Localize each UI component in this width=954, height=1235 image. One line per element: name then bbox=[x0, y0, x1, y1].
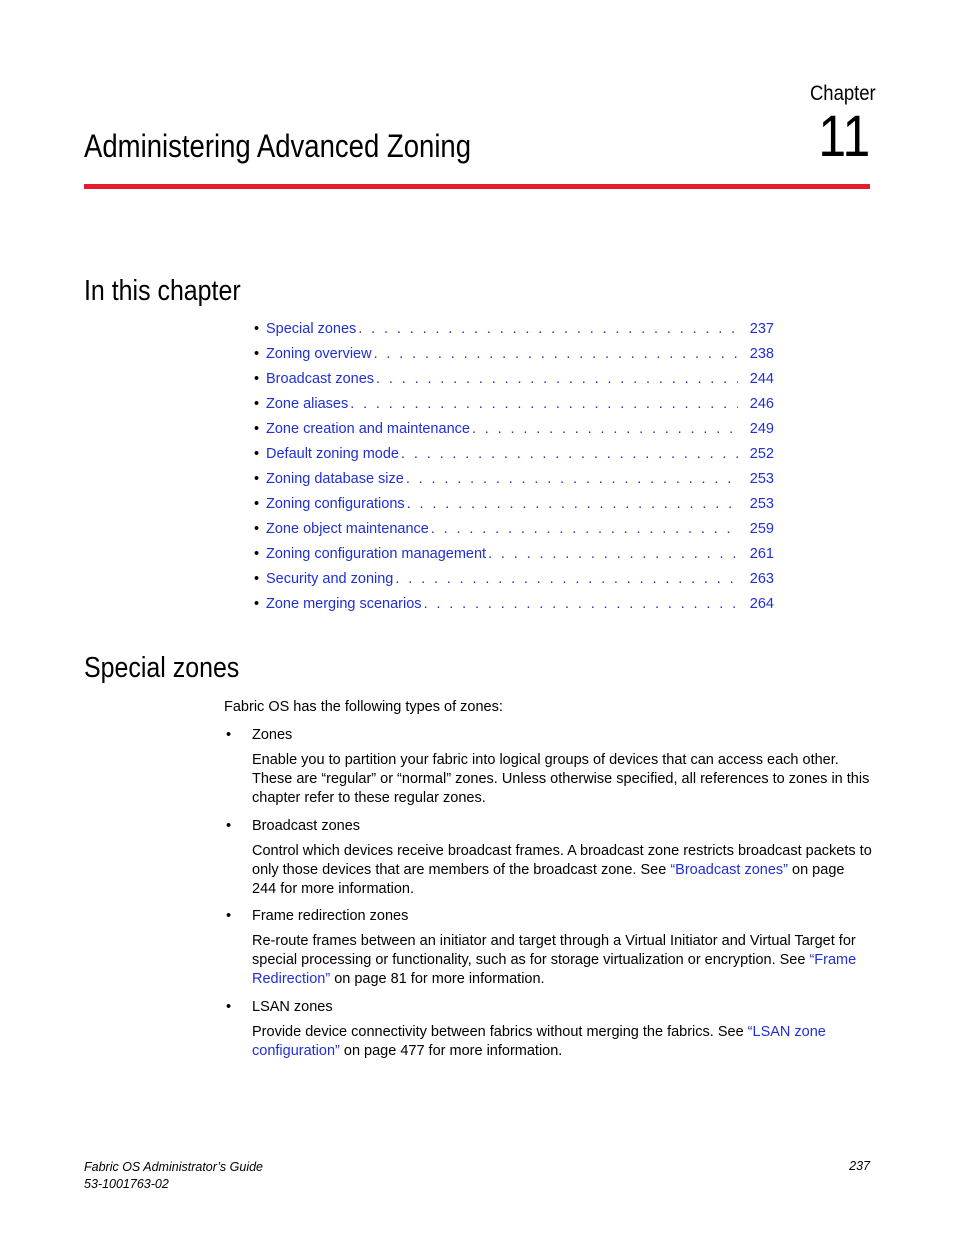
description-text: on page 244 for more information. bbox=[252, 862, 845, 897]
toc-entry-label[interactable]: Zone aliases bbox=[266, 396, 349, 412]
zone-type-description bbox=[252, 1023, 872, 1061]
lsan-zone-configuration-link[interactable]: “LSAN zone configuration” bbox=[252, 1024, 826, 1059]
toc-entry[interactable] bbox=[254, 571, 774, 596]
toc-leader-dots bbox=[407, 496, 738, 512]
toc-entry[interactable] bbox=[254, 496, 774, 521]
toc-leader-dots bbox=[374, 346, 738, 362]
bullet: • bbox=[254, 396, 260, 412]
toc-entry-page[interactable]: 253 bbox=[749, 471, 774, 487]
toc-heading: In this chapter bbox=[84, 275, 241, 307]
toc-entry[interactable] bbox=[254, 596, 774, 621]
chapter-number: 11 bbox=[818, 104, 870, 169]
toc-leader-dots bbox=[401, 446, 738, 462]
toc-entry-page[interactable]: 238 bbox=[749, 346, 774, 362]
chapter-toc bbox=[254, 321, 774, 621]
bullet: • bbox=[254, 471, 260, 487]
bullet: • bbox=[254, 346, 260, 362]
special-zones-intro: Fabric OS has the following types of zones: bbox=[224, 699, 503, 715]
chapter-title-rule bbox=[84, 184, 870, 189]
toc-entry-page[interactable]: 259 bbox=[749, 521, 774, 537]
toc-entry-page[interactable]: 261 bbox=[749, 546, 774, 562]
toc-entry-label[interactable]: Zone object maintenance bbox=[266, 521, 429, 537]
toc-leader-dots bbox=[431, 521, 738, 537]
toc-entry[interactable] bbox=[254, 371, 774, 396]
toc-entry-label[interactable]: Zoning configurations bbox=[266, 496, 405, 512]
footer-guide-info bbox=[84, 1159, 263, 1193]
zone-type-description bbox=[252, 751, 872, 808]
toc-leader-dots bbox=[395, 571, 738, 587]
chapter-label: Chapter bbox=[810, 82, 876, 105]
bullet: • bbox=[226, 908, 232, 924]
toc-entry-page[interactable]: 263 bbox=[749, 571, 774, 587]
frame-redirection-link[interactable]: “Frame Redirection” bbox=[252, 952, 857, 987]
toc-leader-dots bbox=[350, 396, 738, 412]
chapter-title: Administering Advanced Zoning bbox=[84, 128, 472, 164]
description-text: Provide device connectivity between fabrics without merging the fabrics. See bbox=[252, 1024, 748, 1040]
footer-guide-title: Fabric OS Administrator’s Guide bbox=[84, 1160, 263, 1174]
toc-entry[interactable] bbox=[254, 471, 774, 496]
toc-leader-dots bbox=[488, 546, 738, 562]
toc-leader-dots bbox=[376, 371, 738, 387]
toc-entry-label[interactable]: Broadcast zones bbox=[266, 371, 375, 387]
footer-page-number: 237 bbox=[849, 1159, 870, 1173]
toc-entry[interactable] bbox=[254, 321, 774, 346]
bullet: • bbox=[226, 818, 232, 834]
zone-type-name: LSAN zones bbox=[252, 999, 333, 1015]
description-text: on page 477 for more information. bbox=[339, 1043, 563, 1059]
bullet: • bbox=[254, 521, 260, 537]
bullet: • bbox=[226, 999, 232, 1015]
toc-entry-label[interactable]: Zoning database size bbox=[266, 471, 404, 487]
special-zones-heading: Special zones bbox=[84, 652, 240, 684]
toc-entry[interactable] bbox=[254, 396, 774, 421]
toc-entry[interactable] bbox=[254, 421, 774, 446]
toc-entry-label[interactable]: Zoning configuration management bbox=[266, 546, 487, 562]
toc-leader-dots bbox=[424, 596, 738, 612]
toc-entry-label[interactable]: Zone creation and maintenance bbox=[266, 421, 470, 437]
bullet: • bbox=[254, 446, 260, 462]
toc-entry-label[interactable]: Zone merging scenarios bbox=[266, 596, 422, 612]
toc-entry-page[interactable]: 237 bbox=[749, 321, 774, 337]
bullet: • bbox=[254, 496, 260, 512]
zone-type-name: Zones bbox=[252, 727, 293, 743]
zone-type-name: Frame redirection zones bbox=[252, 908, 409, 924]
toc-entry-page[interactable]: 252 bbox=[749, 446, 774, 462]
footer-doc-number: 53-1001763-02 bbox=[84, 1177, 169, 1191]
description-text: Enable you to partition your fabric into logical groups of devices that can access each other. These are “regular” or “normal” zones. Unless otherwise specified, all references to zones in this chapter refer to these regular zones. bbox=[252, 752, 870, 806]
toc-leader-dots bbox=[406, 471, 738, 487]
toc-entry-label[interactable]: Special zones bbox=[266, 321, 357, 337]
toc-entry-page[interactable]: 244 bbox=[749, 371, 774, 387]
toc-entry-page[interactable]: 264 bbox=[749, 596, 774, 612]
bullet: • bbox=[226, 727, 232, 743]
bullet: • bbox=[254, 546, 260, 562]
toc-entry-label[interactable]: Default zoning mode bbox=[266, 446, 399, 462]
toc-entry-label[interactable]: Zoning overview bbox=[266, 346, 372, 362]
zone-type-name: Broadcast zones bbox=[252, 818, 361, 834]
broadcast-zones-link[interactable]: “Broadcast zones” bbox=[670, 862, 788, 878]
toc-leader-dots bbox=[358, 321, 738, 337]
toc-entry[interactable] bbox=[254, 446, 774, 471]
bullet: • bbox=[254, 421, 260, 437]
description-text: Control which devices receive broadcast frames. A broadcast zone restricts broadcast packets to only those devices that are members of the broadcast zone. See bbox=[252, 843, 872, 878]
description-text: Re-route frames between an initiator and target through a Virtual Initiator and Virtual Target for special processing or functionality, such as for storage virtualization or encryption. See bbox=[252, 933, 856, 968]
bullet: • bbox=[254, 596, 260, 612]
bullet: • bbox=[254, 371, 260, 387]
toc-leader-dots bbox=[472, 421, 738, 437]
toc-entry[interactable] bbox=[254, 346, 774, 371]
toc-entry-page[interactable]: 249 bbox=[749, 421, 774, 437]
toc-entry-page[interactable]: 253 bbox=[749, 496, 774, 512]
description-text: on page 81 for more information. bbox=[330, 971, 545, 987]
zone-type-description bbox=[252, 842, 872, 899]
toc-entry-page[interactable]: 246 bbox=[749, 396, 774, 412]
zone-type-description bbox=[252, 932, 872, 989]
toc-entry[interactable] bbox=[254, 546, 774, 571]
bullet: • bbox=[254, 571, 260, 587]
toc-entry[interactable] bbox=[254, 521, 774, 546]
toc-entry-label[interactable]: Security and zoning bbox=[266, 571, 394, 587]
bullet: • bbox=[254, 321, 260, 337]
